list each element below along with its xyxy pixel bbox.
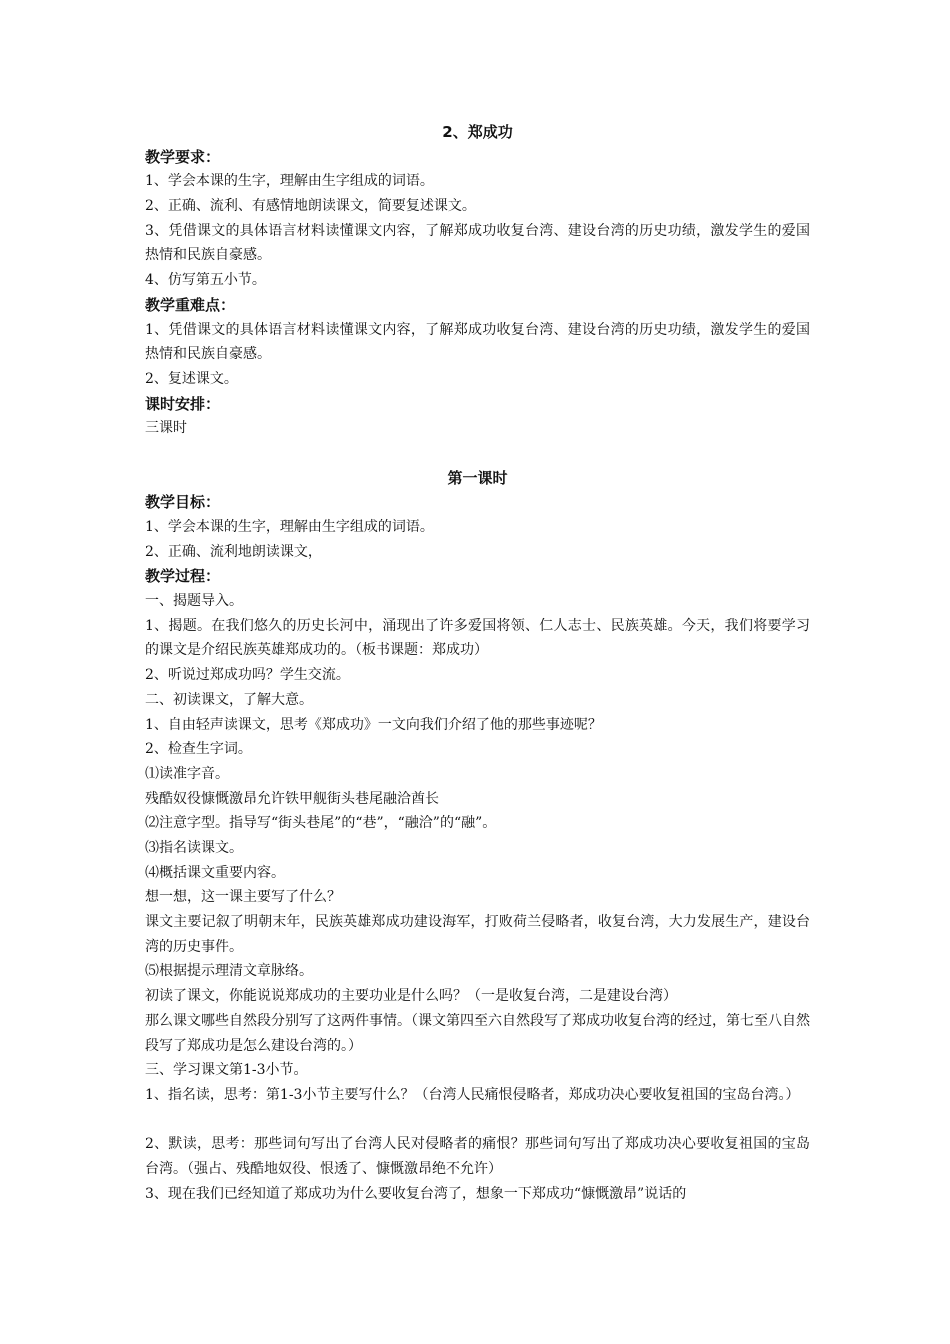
process-item: 那么课文哪些自然段分别写了这两件事情。（课文第四至六自然段写了郑成功收复台湾的经过，第七至八自然段写了郑成功是怎么建设台湾的。）: [145, 1012, 810, 1054]
process-item: 1、自由轻声读课文，思考《郑成功》一文向我们介绍了他的那些事迹呢？: [145, 716, 602, 733]
process-item: 想一想，这一课主要写了什么？: [145, 889, 341, 906]
process-item: ⑷概括课文重要内容。: [145, 864, 285, 881]
process-item: 初读了课文，你能说说郑成功的主要功业是什么吗？（一是收复台湾，二是建设台湾）: [145, 988, 677, 1005]
lesson1-process-heading: 教学过程：: [145, 567, 221, 586]
process-item: ⑶指名读课文。: [145, 839, 243, 856]
process-section: 三、学习课文第1-3小节。: [145, 1062, 308, 1079]
key-point-item: 1、凭借课文的具体语言材料读懂课文内容，了解郑成功收复台湾、建设台湾的历史功绩，激发学生的爱国热情和民族自豪感。: [145, 321, 810, 363]
process-item: 课文主要记叙了明朝末年，民族英雄郑成功建设海军，打败荷兰侵略者，收复台湾，大力发展生产，建设台湾的历史事件。: [145, 914, 810, 955]
requirement-item: 1、学会本课的生字，理解由生字组成的词语。: [145, 173, 434, 190]
process-item: ⑵注意字型。指导写“街头巷尾”的“巷”，“融洽”的“融”。: [145, 815, 497, 832]
vocabulary-list: 残酷奴役慷慨激昂允许铁甲舰街头巷尾融洽酋长: [145, 790, 439, 807]
document-page: [145, 120, 810, 1206]
process-item: 1、揭题。在我们悠久的历史长河中，涌现出了许多爱国将领、仁人志士、民族英雄。今天，我们将要学习的课文是介绍民族英雄郑成功的。（板书课题：郑成功）: [145, 617, 810, 659]
process-item: ⑴读准字音。: [145, 765, 229, 782]
schedule-heading: 课时安排：: [145, 394, 221, 413]
requirement-item: 4、仿写第五小节。: [145, 272, 266, 289]
process-section: 二、初读课文，了解大意。: [145, 691, 313, 708]
process-item: 2、检查生字词。: [145, 741, 252, 758]
requirements-heading: 教学要求：: [145, 147, 221, 166]
process-item: 2、默读，思考：那些词句写出了台湾人民对侵略者的痛恨？那些词句写出了郑成功决心要收复祖国的宝岛台湾。（强占、残酷地奴役、恨透了、慷慨激昂绝不允许）: [145, 1136, 810, 1177]
page-title: 2、郑成功: [442, 123, 513, 141]
requirement-item: 3、凭借课文的具体语言材料读懂课文内容，了解郑成功收复台湾、建设台湾的历史功绩，激发学生的爱国热情和民族自豪感。: [145, 222, 810, 264]
process-item: ⑸根据提示理清文章脉络。: [145, 963, 313, 980]
lesson1-title: 第一课时: [447, 468, 508, 487]
key-point-item: 2、复述课文。: [145, 370, 238, 387]
requirement-item: 2、正确、流利、有感情地朗读课文，简要复述课文。: [145, 198, 476, 215]
process-section: 一、揭题导入。: [145, 593, 243, 610]
process-item: 3、现在我们已经知道了郑成功为什么要收复台湾了，想象一下郑成功“慷慨激昂”说话的: [145, 1185, 687, 1202]
process-item: 1、指名读，思考：第1-3小节主要写什么？（台湾人民痛恨侵略者，郑成功决心要收复祖国的宝岛台湾。）: [145, 1086, 800, 1103]
lesson1-goal-item: 1、学会本课的生字，理解由生字组成的词语。: [145, 519, 434, 536]
lesson1-goal-item: 2、正确、流利地朗读课文，: [145, 543, 322, 560]
lesson1-goals-heading: 教学目标：: [145, 493, 221, 512]
schedule-text: 三课时: [145, 420, 187, 437]
key-points-heading: 教学重难点：: [145, 295, 236, 314]
process-item: 2、听说过郑成功吗？学生交流。: [145, 667, 350, 684]
